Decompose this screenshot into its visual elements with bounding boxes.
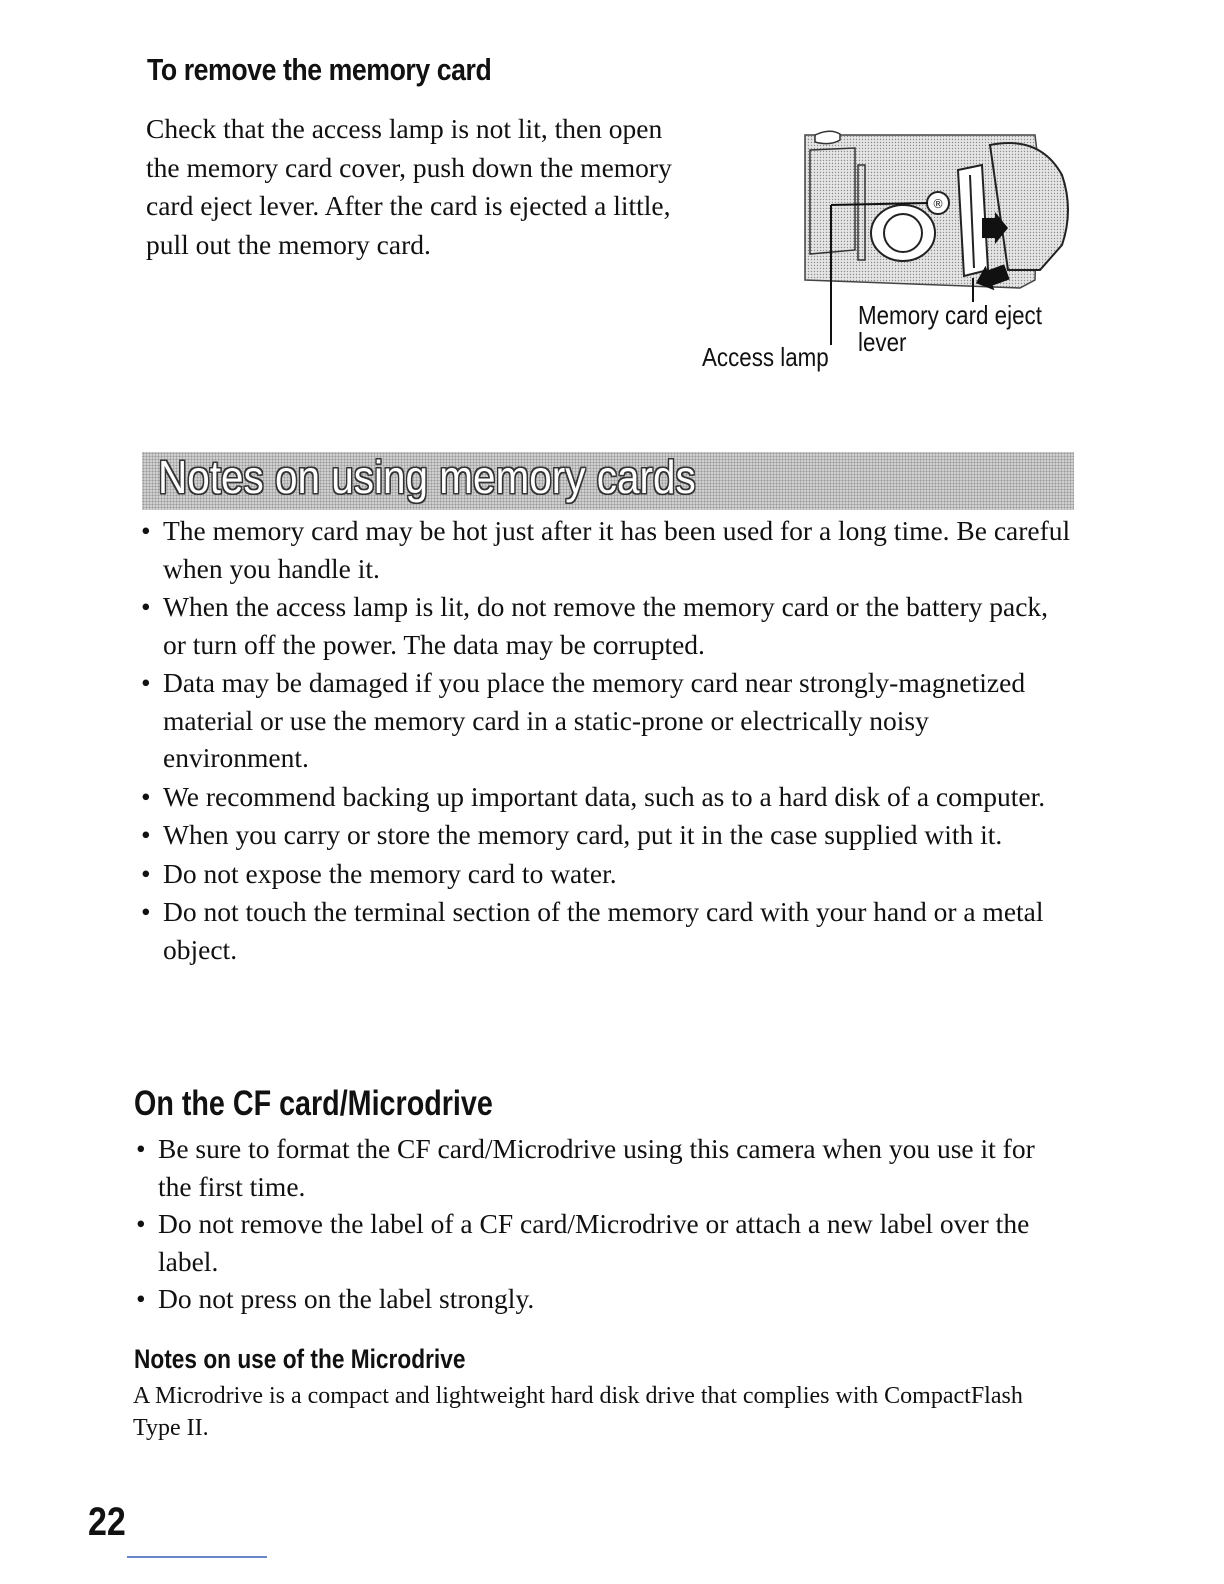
svg-text:®: ®	[932, 197, 944, 211]
page-footer-rule	[127, 1556, 267, 1558]
list-item: • Data may be damaged if you place the memory card near strongly-magnetized material or use the memory card in a static-prone or electrically noisy environment.	[141, 667, 1026, 773]
list-item: • Do not touch the terminal section of the memory card with your hand or a metal object.	[141, 896, 1044, 965]
label-access-lamp: Access lamp	[702, 342, 829, 372]
camera-illustration	[690, 120, 1080, 380]
cf-card-list	[136, 1130, 1071, 1318]
label-lever: lever	[858, 327, 907, 357]
list-item: • The memory card may be hot just after it has been used for a long time. Be careful when you handle it.	[141, 515, 1071, 584]
section-heading-microdrive: Notes on use of the Microdrive	[134, 1344, 466, 1374]
list-item: • Do not remove the label of a CF card/Microdrive or attach a new label over the label.	[136, 1208, 1030, 1277]
microdrive-description: A Microdrive is a compact and lightweight hard disk drive that complies with CompactFlash Type II.	[133, 1383, 1023, 1441]
remove-card-instructions: Check that the access lamp is not lit, then open the memory card cover, push down the memory card eject lever. After the card is ejected a little, pull out the memory card.	[146, 113, 672, 260]
label-memory-card-eject: Memory card eject	[858, 300, 1042, 330]
notes-list	[141, 512, 1071, 969]
list-item: • Do not expose the memory card to water.	[141, 857, 617, 889]
list-item: • When the access lamp is lit, do not remove the memory card or the battery pack, or turn off the power. The data may be corrupted.	[141, 591, 1049, 660]
list-item: • Do not press on the label strongly.	[136, 1283, 535, 1314]
section-heading-remove-card: To remove the memory card	[147, 52, 492, 87]
notes-heading: Notes on using memory cards	[158, 451, 696, 503]
list-item: • When you carry or store the memory card, put it in the case supplied with it.	[141, 819, 1003, 850]
list-item: • Be sure to format the CF card/Microdrive using this camera when you use it for the first time.	[136, 1133, 1035, 1202]
list-item: • We recommend backing up important data, such as to a hard disk of a computer.	[141, 780, 1046, 812]
page-number: 22	[88, 1500, 126, 1544]
section-heading-cf-card: On the CF card/Microdrive	[134, 1084, 493, 1123]
